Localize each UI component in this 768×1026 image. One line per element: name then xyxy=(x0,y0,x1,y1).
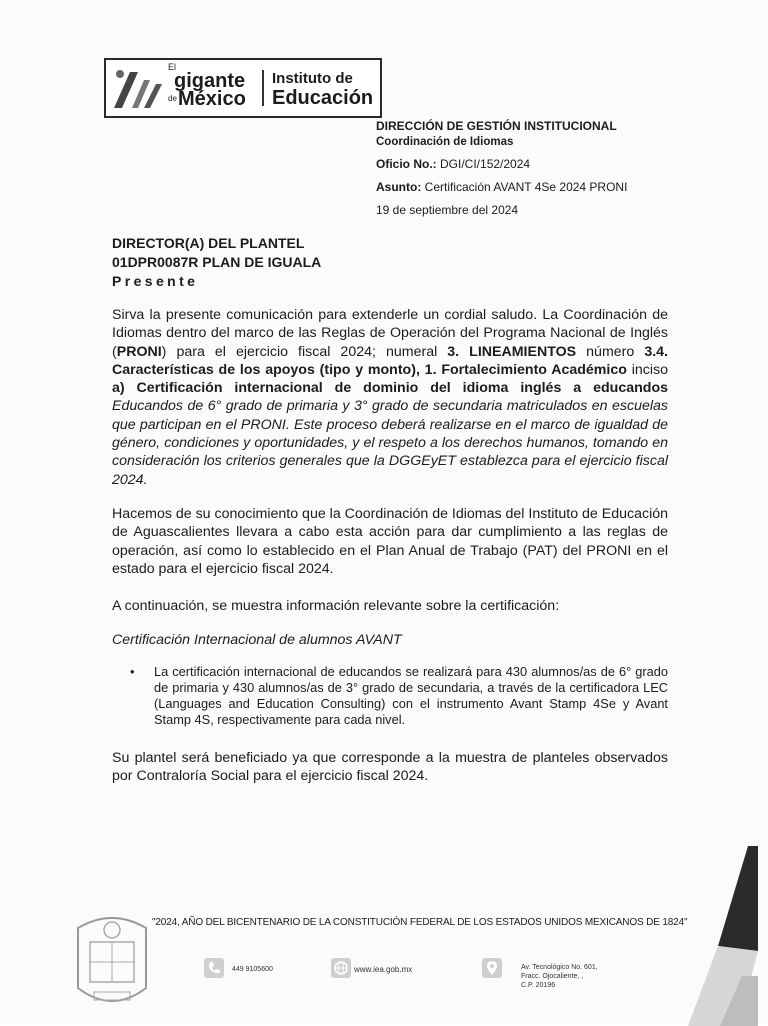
logo-instituto-text: Instituto de xyxy=(272,70,353,87)
letter-date: 19 de septiembre del 2024 xyxy=(376,203,519,217)
location-pin-icon xyxy=(482,958,502,978)
body-paragraph-1 xyxy=(112,306,668,489)
department-heading: DIRECCIÓN DE GESTIÓN INSTITUCIONAL xyxy=(376,119,617,133)
body-paragraph-3: A continuación, se muestra información relevante sobre la certificación: xyxy=(112,598,560,614)
decorative-chevron-graphic xyxy=(658,826,768,1026)
footer-phone: 449 9105600 xyxy=(232,966,273,973)
state-seal-icon xyxy=(68,908,156,1016)
phone-icon xyxy=(204,958,224,978)
logo-divider xyxy=(262,70,264,106)
logo-gigante-text: gigante xyxy=(174,70,246,92)
p1-proni: PRONI xyxy=(116,343,162,360)
section-subtitle: Certificación Internacional de alumnos AVANT xyxy=(112,632,402,648)
p1-text-c: ) para el ejercicio fiscal 2024; numeral xyxy=(161,343,448,360)
logo-mexico-text: México xyxy=(178,88,246,110)
oficio-value: DGI/CI/152/2024 xyxy=(440,157,531,171)
institution-logo xyxy=(104,58,382,118)
p1-certificacion: a) Certificación internacional de dominio del idioma inglés a educandos xyxy=(112,380,668,397)
p1-text-a: Sirva la presente comunicación para extenderle un cordial saludo. La Coordinación de Idiomas dentro del marco de las Reglas de Operación del Programa Nacional de Inglés ( xyxy=(112,307,668,360)
logo-el-text: El xyxy=(168,62,177,72)
addressee-school: 01DPR0087R PLAN DE IGUALA xyxy=(112,254,322,270)
footer-address-line2: Fracc. Ojocaliente, , xyxy=(521,973,584,980)
bullet-dot-icon: • xyxy=(130,664,135,679)
globe-icon xyxy=(331,958,351,978)
footer-address-line1: Av. Tecnológico No. 601, xyxy=(521,964,598,971)
p1-lineamientos: 3. LINEAMIENTOS xyxy=(447,343,577,360)
coordination-heading: Coordinación de Idiomas xyxy=(376,136,514,148)
gigante-logo-mark xyxy=(110,64,164,112)
oficio-label: Oficio No.: xyxy=(376,157,437,171)
logo-de-text: de xyxy=(168,94,177,103)
oficio-line xyxy=(376,157,530,171)
bullet-text: La certificación internacional de educandos se realizará para 430 alumnos/as de 6° grado de primaria y 430 alumnos/as de 3° grado de secundaria, a través de la certificadora LEC (Languages and Education Consulting) con el instrumento Avant Stamp 4Se y Avant Stamp 4S, respectivamente para cada nivel. xyxy=(154,664,668,727)
body-paragraph-2: Hacemos de su conocimiento que la Coordinación de Idiomas del Instituto de Educación de Aguascalientes llevara a cabo esta acción para dar cumplimiento a las reglas de operación, así como lo establecido en el Plan Anual de Trabajo (PAT) del PRONI en el estado para el ejercicio fiscal 2024. xyxy=(112,506,669,577)
addressee-presente: Presente xyxy=(112,273,199,289)
footer-motto: "2024, AÑO DEL BICENTENARIO DE LA CONSTITUCIÓN FEDERAL DE LOS ESTADOS UNIDOS MEXICANOS DE 1824" xyxy=(152,917,688,928)
footer-address-line3: C.P. 20196 xyxy=(521,982,556,989)
footer-website-link[interactable]: www.iea.gob.mx xyxy=(354,965,413,974)
asunto-label: Asunto: xyxy=(376,180,422,194)
logo-educacion-text: Educación xyxy=(272,87,374,109)
p1-text-g: inciso xyxy=(626,361,669,378)
p1-text-italic: Educandos de 6° grado de primaria y 3° grado de secundaria matriculados en escuelas que participan en el PRONI. Este proceso deberá realizarse en el marco de igualdad de género, condiciones y oportunidades, y el respeto a los derechos humanos, tomando en consideración los criterios generales que la DGGEyET establezca para el ejercicio fiscal 2024. xyxy=(112,398,668,488)
asunto-value: Certificación AVANT 4Se 2024 PRONI xyxy=(424,180,628,194)
footer-address xyxy=(521,963,601,990)
addressee-title: DIRECTOR(A) DEL PLANTEL xyxy=(112,235,305,251)
asunto-line xyxy=(376,180,627,194)
body-paragraph-5: Su plantel será beneficiado ya que corresponde a la muestra de planteles observados por Contraloría Social para el ejercicio fiscal 2024. xyxy=(112,750,668,785)
p1-caracteristicas: 3.4. Características de los apoyos (tipo y monto), 1. Fortalecimiento Académico xyxy=(112,343,668,378)
p1-text-e: número xyxy=(576,343,645,360)
